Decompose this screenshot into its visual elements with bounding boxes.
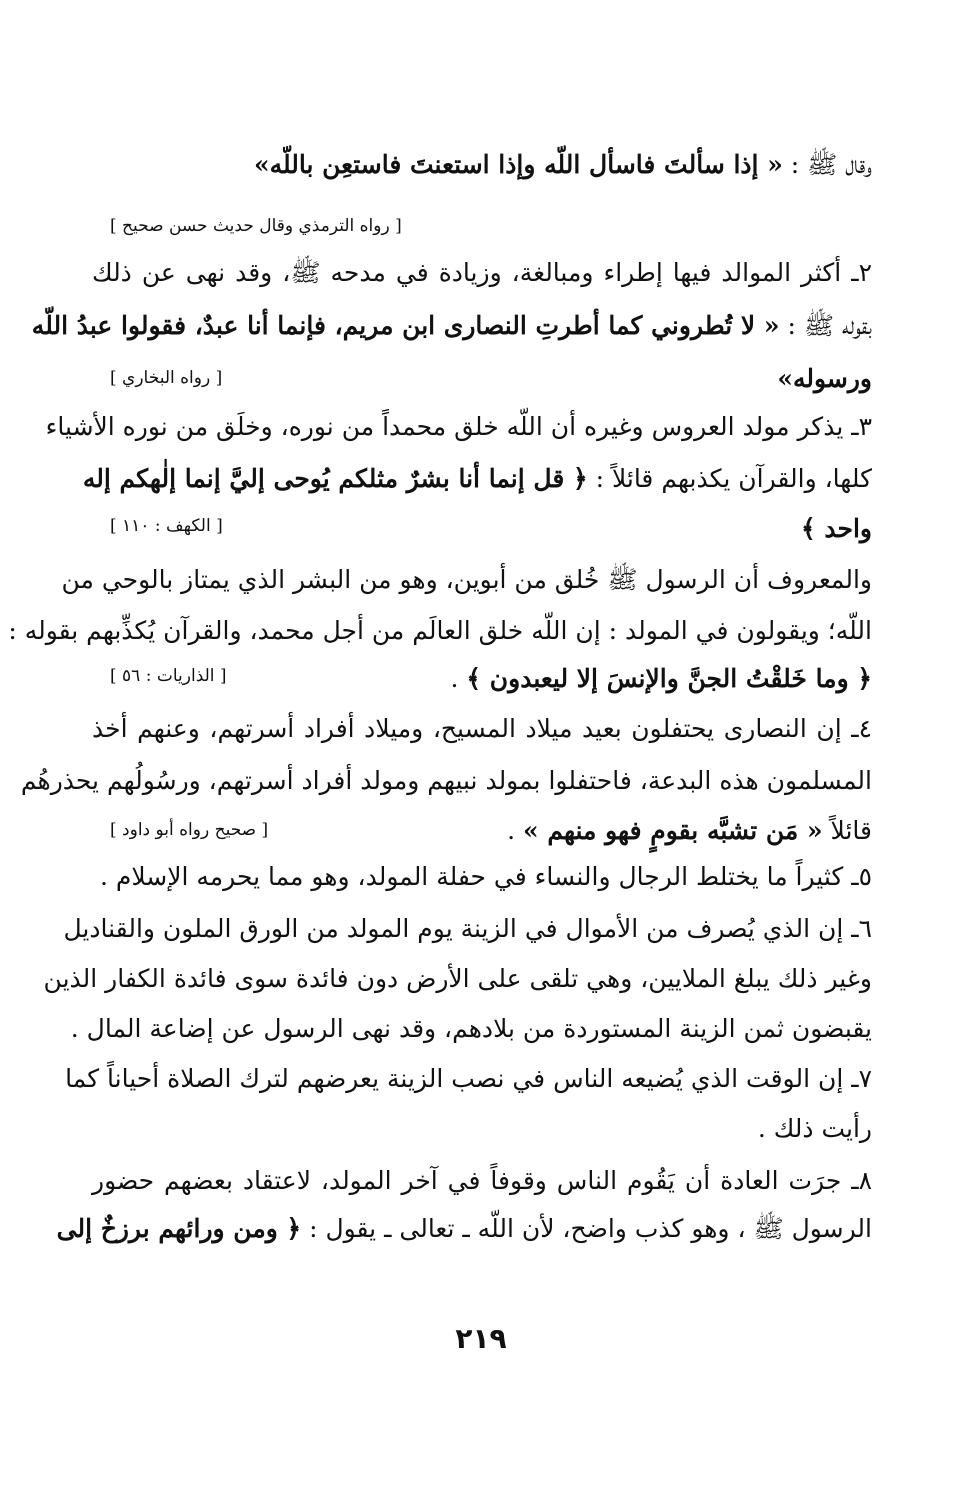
reference-abudawud: [ صحيح رواه أبو داود ]	[110, 820, 269, 840]
line-11	[92, 712, 872, 746]
body-text: ٣ـ يذكر مولد العروس وغيره أن اللّه خلق محمداً من نوره، وخلَق من نوره الأشياء	[45, 412, 872, 441]
page-number: ٢١٩	[455, 1322, 507, 1355]
body-text: كلها، والقرآن يكذبهم قائلاً :	[587, 464, 872, 493]
body-text: ٨ـ جرَت العادة أن يَقُوم الناس وقوفاً في آخر المولد، لاعتقاد بعضهم حضور	[92, 1166, 872, 1195]
line-12	[20, 764, 872, 798]
line-02	[92, 256, 872, 290]
quoted-text: واحد ﴾	[801, 514, 872, 543]
line-08	[61, 563, 872, 597]
reference-dhariyat: [ الذاريات : ٥٦ ]	[110, 666, 227, 686]
quoted-text: « مَن تشبَّه بقومٍ فهو منهم »	[523, 816, 823, 845]
body-text: ٤ـ إن النصارى يحتفلون بعيد ميلاد المسيح، وميلاد أفراد أسرتهم، وعنهم أخذ	[92, 714, 872, 743]
quoted-text: ﴿ وما خَلقْتُ الجنَّ والإنسَ إلا ليعبدون ﴾	[466, 664, 872, 693]
body-text: رأيت ذلك .	[757, 1114, 872, 1143]
line-06	[82, 462, 872, 496]
line-09	[8, 614, 872, 648]
reference-kahf: [ الكهف : ١١٠ ]	[110, 516, 223, 536]
reference-tirmidhi: [ رواه الترمذي وقال حديث حسن صحيح ]	[110, 216, 402, 236]
line-15	[63, 912, 872, 946]
body-text: وقال ﷺ :	[782, 150, 872, 179]
quoted-text: « إذا سألتَ فاسأل اللّه وإذا استعنتَ فاستعِن باللّه»	[253, 150, 783, 179]
body-text: قائلاً	[822, 816, 872, 845]
body-text: ٧ـ إن الوقت الذي يُضيعه الناس في نصب الزينة يعرضهم لترك الصلاة أحياناً كما	[65, 1064, 872, 1093]
line-05	[45, 410, 872, 444]
body-text: ٢ـ أكثر الموالد فيها إطراء ومبالغة، وزيادة في مدحه ﷺ، وقد نهى عن ذلك	[92, 258, 872, 287]
quoted-text: ﴿ ومن ورائهم برزخٌ إلى	[56, 1214, 302, 1243]
body-text: بقوله ﷺ :	[779, 311, 872, 340]
quoted-text: ورسوله»	[777, 364, 872, 393]
reference-bukhari: [ رواه البخاري ]	[110, 368, 223, 388]
line-14	[92, 860, 872, 894]
line-18	[65, 1062, 872, 1096]
body-text: والمعروف أن الرسول ﷺ خُلق من أبوين، وهو من البشر الذي يمتاز بالوحي من	[61, 565, 872, 594]
body-text: يقبضون ثمن الزينة المستوردة من بلادهم، وقد نهى الرسول عن إضاعة المال .	[70, 1014, 872, 1043]
body-text: .	[450, 664, 467, 693]
body-text: وغير ذلك يبلغ الملايين، وهي تلقى على الأرض دون فائدة سوى فائدة الكفار الذين	[43, 964, 872, 993]
line-03	[31, 309, 872, 343]
body-text: ٦ـ إن الذي يُصرف من الأموال في الزينة يوم المولد من الورق الملون والقناديل	[63, 914, 872, 943]
line-21	[56, 1212, 872, 1246]
line-17	[70, 1012, 872, 1046]
quoted-text: ﴿ قل إنما أنا بشرٌ مثلكم يُوحى إليَّ إنما إلٰهكم إله	[82, 464, 588, 493]
body-text: ٥ـ كثيراً ما يختلط الرجال والنساء في حفلة المولد، وهو مما يحرمه الإسلام .	[99, 862, 872, 891]
body-text: المسلمون هذه البدعة، فاحتفلوا بمولد نبيهم ومولد أفراد أسرتهم، ورسُولُهم يحذرهُم	[20, 766, 872, 795]
body-text: اللّه؛ ويقولون في المولد : إن اللّه خلق العالَم من أجل محمد، والقرآن يُكذِّبهم بقوله :	[8, 616, 872, 645]
body-text: الرسول ﷺ ، وهو كذب واضح، لأن اللّه ـ تعالى ـ يقول :	[301, 1214, 872, 1243]
line-20	[92, 1164, 872, 1198]
body-text: .	[507, 816, 524, 845]
line-16	[43, 962, 872, 996]
line-19	[92, 1112, 872, 1146]
quoted-text: « لا تُطروني كما أطرتِ النصارى ابن مريم، فإنما أنا عبدٌ، فقولوا عبدُ اللّه	[31, 311, 780, 340]
line-01	[92, 148, 872, 182]
